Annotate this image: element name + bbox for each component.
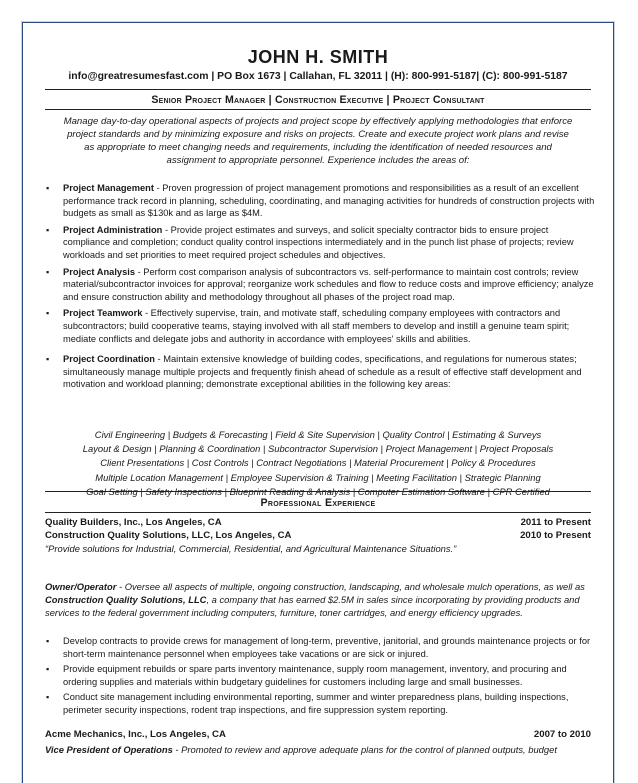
- bullet-icon: ▪: [46, 266, 50, 277]
- area-text: - Maintain extensive knowledge of building codes, specifications, and regulations for numerous states; simultaneously manage multiple projects and frequently finish ahead of schedule as a result of effective staff development and motivation and workload planning; demonstrate exceptional abilities in the following key areas:: [63, 354, 582, 390]
- summary-paragraph: Manage day-to-day operational aspects of projects and project scope by effectively applying methodologies that enforce project standards and by minimizing exposure and risks on projects. Create and execute project work plans and revise as appropriate to meet changing needs and requirements, including the identification of needed resources and assignment to appropriate personnel. Experience includes the areas of:: [63, 116, 573, 166]
- job-row: [45, 530, 591, 541]
- duty-text: Provide equipment rebuilds or spare parts inventory maintenance, supply room management, inventory, and procuring and ordering supplies and materials within budgetary guidelines for customers including large and small businesses.: [63, 664, 567, 687]
- duties-list: [41, 635, 593, 720]
- job-dates: 2011 to Present: [520, 517, 591, 528]
- bullet-icon: ▪: [46, 692, 50, 703]
- area-item: [41, 182, 595, 220]
- area-item: [41, 353, 595, 391]
- experience-heading: Professional Experience: [260, 497, 376, 509]
- area-item: [41, 266, 595, 304]
- duty-text: Conduct site management including environmental reporting, summer and winter preparedness plans, building inspections, perimeter security inspections, rodent trap inspections, and fire suppression system reporting.: [63, 692, 569, 715]
- area-heading: Project Coordination: [63, 354, 155, 365]
- area-heading: Project Analysis: [63, 266, 135, 277]
- header-rule-top: [45, 89, 591, 90]
- job-company: Construction Quality Solutions, LLC, Los Angeles, CA: [45, 530, 292, 541]
- duty-item: [41, 663, 593, 688]
- area-heading: Project Teamwork: [63, 308, 143, 319]
- role-title: Vice President of Operations: [45, 744, 173, 755]
- job-row: [45, 729, 591, 740]
- bullet-icon: ▪: [46, 664, 50, 675]
- area-item: [41, 224, 595, 262]
- resume-page: [22, 22, 614, 783]
- skills-line: Multiple Location Management | Employee Supervision & Training | Meeting Facilitation | Strategic Planning: [95, 471, 541, 483]
- company-tagline: “Provide solutions for Industrial, Commercial, Residential, and Agricultural Maintenance Situations.”: [45, 543, 457, 554]
- area-text: - Effectively supervise, train, and motivate staff, scheduling company employees with contractors and subcontractors; build cooperative teams, staying involved with all staff members to develop and instill a genuine team spirit; mediate conflicts and delegate jobs and authority in accordance with employees' skills and abilities.: [63, 308, 570, 344]
- candidate-name: JOHN H. SMITH: [247, 47, 389, 67]
- job-company: Quality Builders, Inc., Los Angeles, CA: [45, 517, 222, 528]
- role-title: Owner/Operator: [45, 581, 117, 592]
- skills-block: [23, 428, 613, 499]
- area-text: - Provide project estimates and surveys, and solicit specialty contractor bids to ensure project compliance and completion; conduct quality control inspections intermediately and in the punch list phase of projects; review workloads and set priorities to meet required project schedules and objectives.: [63, 224, 574, 260]
- role-text: - Promoted to review and approve adequate plans for the control of planned outputs, budget: [172, 744, 557, 755]
- bullet-icon: ▪: [46, 183, 50, 193]
- skills-line: Client Presentations | Cost Controls | Contract Negotiations | Material Procurement | Policy & Procedures: [100, 457, 536, 469]
- role-description: [45, 580, 593, 619]
- role-text: - Oversee all aspects of multiple, ongoing construction, landscaping, and wholesale mulch operations, as well as: [116, 581, 585, 592]
- area-text: - Proven progression of project management promotions and responsibilities as a result of an excellent performance track record in planning, scheduling, coordinating, and managing activities for hundreds of construction projects with budgets as small as $130k and as large as $4M.: [63, 183, 595, 219]
- job-dates: 2010 to Present: [520, 530, 591, 541]
- job-row: [45, 517, 591, 528]
- bullet-icon: ▪: [46, 224, 50, 235]
- bullet-icon: ▪: [46, 354, 50, 365]
- skills-line: Layout & Design | Planning & Coordination | Subcontractor Supervision | Project Management | Project Proposals: [82, 443, 554, 455]
- areas-list: [41, 182, 595, 395]
- header-rule-bottom: [45, 109, 591, 110]
- duty-item: [41, 635, 593, 660]
- skills-line: Goal Setting | Safety Inspections | Blueprint Reading & Analysis | Computer Estimation Software | CPR Certified: [86, 485, 550, 497]
- area-text: - Perform cost comparison analysis of subcontractors vs. self-performance to maintain cost controls; review material/subcontractor invoices for approval; reorganize work schedules and flow to reduce costs and improve efficiency; analyze and ensure construction ability and methodology throughout all phases of the project road map.: [63, 266, 594, 302]
- job-company: Acme Mechanics, Inc., Los Angeles, CA: [45, 729, 226, 740]
- skills-line: Civil Engineering | Budgets & Forecasting | Field & Site Supervision | Quality Control | Estimating & Surveys: [94, 429, 542, 440]
- area-heading: Project Management: [63, 183, 154, 193]
- professional-titles: Senior Project Manager | Construction Executive | Project Consultant: [151, 94, 485, 106]
- role-description: [45, 744, 593, 755]
- bullet-icon: ▪: [46, 308, 50, 319]
- area-item: [41, 307, 595, 345]
- role-text: , a company that has earned $2.5M in sales since incorporating by providing products and services to the federal government including computers, furniture, toner cartridges, and energy efficiency upgrades.: [45, 594, 580, 618]
- section-rule-bottom: [45, 512, 591, 513]
- section-rule-top: [45, 491, 591, 492]
- contact-line: info@greatresumesfast.com | PO Box 1673 | Callahan, FL 32011 | (H): 800-991-5187| (C): 800-991-5187: [68, 71, 568, 82]
- duty-text: Develop contracts to provide crews for management of long-term, preventive, janitorial, and grounds maintenance projects or for short-term maintenance personnel when employees take vacations or are sick or injured.: [63, 636, 591, 659]
- job-dates: 2007 to 2010: [533, 729, 591, 740]
- area-heading: Project Administration: [63, 224, 163, 235]
- duty-item: [41, 691, 593, 716]
- role-company: Construction Quality Solutions, LLC: [45, 594, 207, 605]
- bullet-icon: ▪: [46, 636, 50, 646]
